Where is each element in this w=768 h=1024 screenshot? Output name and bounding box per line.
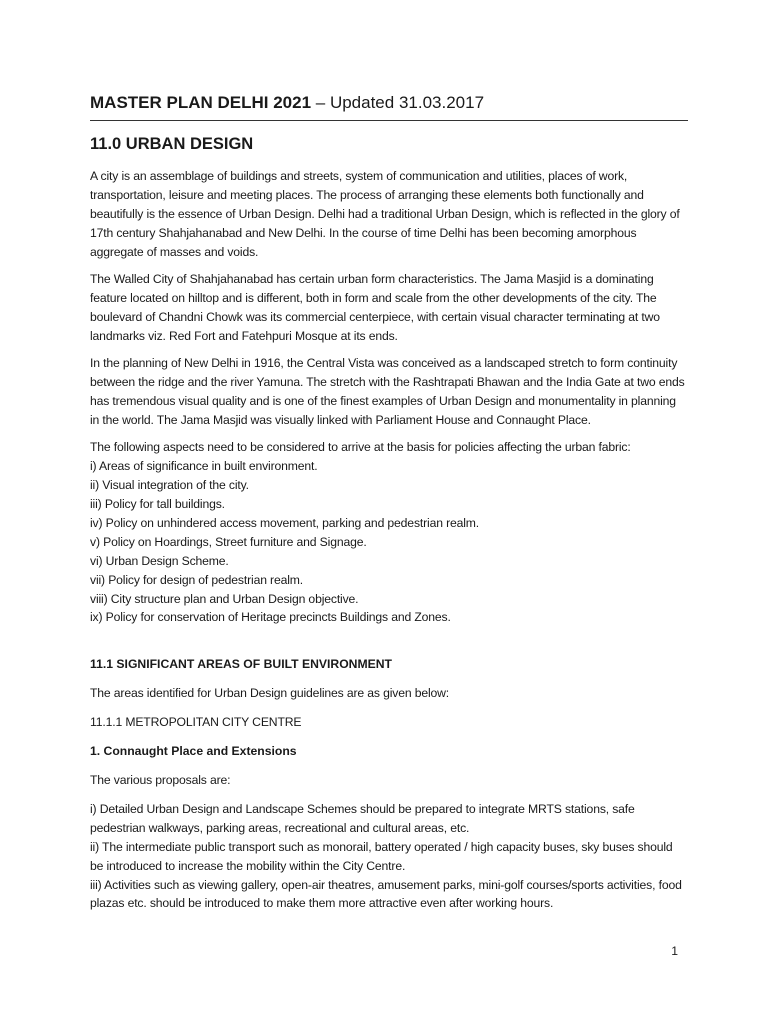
document-header — [90, 92, 688, 121]
page-content — [90, 92, 688, 913]
list-item: iv) Policy on unhindered access movement, parking and pedestrian realm. — [90, 515, 480, 530]
list-item: i) Areas of significance in built environment. — [90, 459, 318, 474]
page-number: 1 — [671, 944, 678, 958]
list-item: ii) Visual integration of the city. — [90, 478, 249, 493]
list-item: ix) Policy for conservation of Heritage precincts Buildings and Zones. — [90, 610, 451, 625]
list-item: viii) City structure plan and Urban Design objective. — [90, 591, 359, 606]
list-item: iii) Policy for tall buildings. — [90, 497, 225, 511]
proposal-item: ii) The intermediate public transport such as monorail, battery operated / high capacity buses, sky buses should be introduced to increase the mobility within the City Centre. — [90, 839, 673, 873]
proposals-list — [90, 800, 688, 913]
subsection-intro: The areas identified for Urban Design guidelines are as given below: — [90, 686, 450, 701]
sub-subsection-heading: 11.1.1 METROPOLITAN CITY CENTRE — [90, 715, 302, 730]
paragraph-intro: A city is an assemblage of buildings and streets, system of communication and utilities, places of work, transportation, leisure and meeting places. The process of arranging these elements both functionally and beautifully is the essence of Urban Design. Delhi had a traditional Urban Design, which is reflected in the glory of 17th century Shahjahanabad and New Delhi. In the course of time Delhi has been becoming amorphous aggregate of masses and voids. — [90, 169, 680, 259]
item-heading: 1. Connaught Place and Extensions — [90, 744, 297, 759]
subsection-heading: 11.1 SIGNIFICANT AREAS OF BUILT ENVIRONMENT — [90, 657, 393, 672]
document-title: MASTER PLAN DELHI 2021 — [90, 93, 312, 112]
paragraph-walled-city: The Walled City of Shahjahanabad has certain urban form characteristics. The Jama Masjid is a dominating feature located on hilltop and is different, both in form and scale from the other developments of the city. The boulevard of Chandni Chowk was its commercial centerpiece, with certain visual character terminating at two landmarks viz. Red Fort and Fatehpuri Mosque at its ends. — [90, 272, 660, 343]
paragraph-new-delhi: In the planning of New Delhi in 1916, the Central Vista was conceived as a landscaped stretch to form continuity between the ridge and the river Yamuna. The stretch with the Rashtrapati Bhawan and the India Gate at two ends has tremendous visual quality and is one of the finest examples of Urban Design and monumentality in planning in the world. The Jama Masjid was visually linked with Parliament House and Connaught Place. — [90, 356, 685, 427]
aspects-list-intro: The following aspects need to be considered to arrive at the basis for policies affecting the urban fabric: — [90, 440, 631, 455]
document-updated-date: – Updated 31.03.2017 — [311, 93, 485, 112]
proposal-item: i) Detailed Urban Design and Landscape Schemes should be prepared to integrate MRTS stations, safe pedestrian walkways, parking areas, recreational and cultural areas, etc. — [90, 801, 635, 835]
list-item: vii) Policy for design of pedestrian realm. — [90, 572, 304, 587]
proposals-intro: The various proposals are: — [90, 772, 231, 787]
proposal-item: iii) Activities such as viewing gallery, open-air theatres, amusement parks, mini-golf courses/sports activities, food plazas etc. should be introduced to make them more attractive even after working hours. — [90, 877, 682, 911]
aspects-list — [90, 438, 688, 627]
section-heading: 11.0 URBAN DESIGN — [90, 135, 254, 153]
list-item: vi) Urban Design Scheme. — [90, 553, 229, 568]
list-item: v) Policy on Hoardings, Street furniture and Signage. — [90, 534, 367, 549]
